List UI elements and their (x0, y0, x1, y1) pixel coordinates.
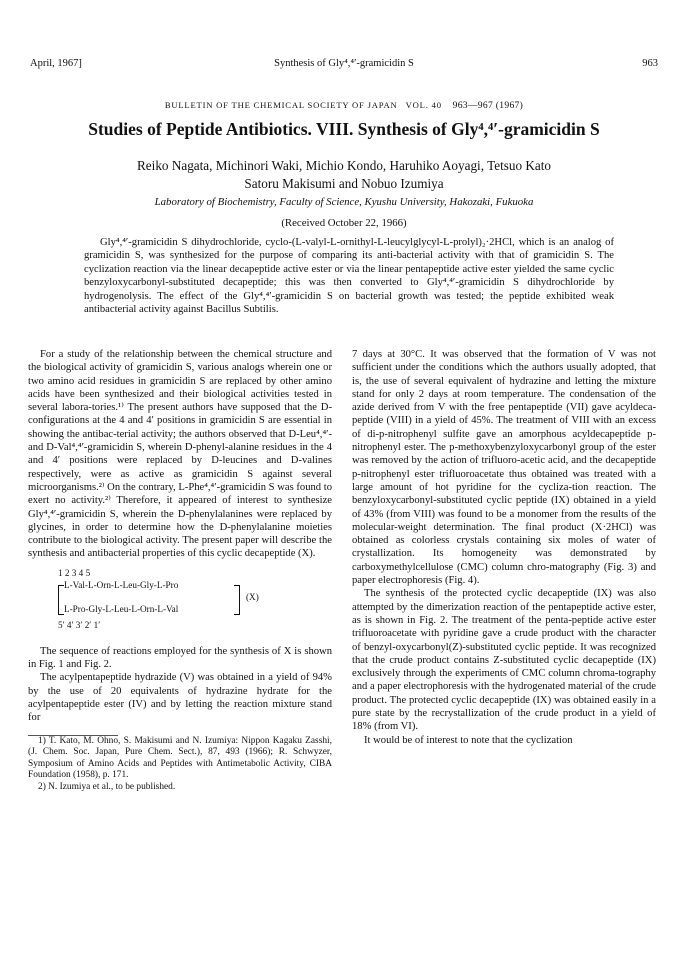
running-head (30, 58, 658, 72)
compound-label: (X) (246, 591, 259, 602)
received-date: (Received October 22, 1966) (281, 217, 407, 229)
paragraph: The acylpentapeptide hydrazide (V) was obtained in a yield of 94% by the use of 20 equivalents of hydrazine hydrate for the acylpentapeptide ester (IV) and by letting the reaction mixture stand for (28, 672, 332, 724)
sequence-bottom: L-Pro-Gly-L-Leu-L-Orn-L-Val (64, 603, 179, 614)
affiliation: Laboratory of Biochemistry, Faculty of Science, Kyushu University, Hakozaki, Fukuoka (154, 196, 534, 208)
author-list (30, 157, 658, 193)
paragraph: The synthesis of the protected cyclic decapeptide (IX) was also attempted by the dimerization reaction of the pentapeptide active ester, as is shown in Fig. 2. The treatment of the penta-peptide active ester trifluoroacetate with pyridine gave a crude product with the character of benzyl-oxycarbonyl(Z)-substituted cyclic peptide. It was recognized that the crude product contains Z-substituted cyclic decapeptide (IX) exclusively through the experiments of CMC column chroma-tography and a paper electrophoresis with the hydrogenated material of the crude product. The protected cyclic decapeptide (IX) was obtained easily in a pure state by the recrystallization of the crude product in a yield of 18% (from VI). (352, 588, 656, 733)
paragraph: It would be of interest to note that the cyclization (364, 734, 573, 746)
structure-formula (58, 567, 332, 635)
author-line-2: Satoru Makisumi and Nobuo Izumiya (244, 176, 444, 191)
journal-pages: 963—967 (1967) (452, 100, 524, 111)
paper-title: Studies of Peptide Antibiotics. VIII. Synthesis of Gly⁴,⁴′-gramicidin S (88, 119, 600, 139)
footnote-1: 1) T. Kato, M. Ohno, S. Makisumi and N. Izumiya: Nippon Kagaku Zasshi, (J. Chem. Soc. Japan, Pure Chem. Sect.), 87, 493 (1966); R. Schwyzer, Symposium of Amino Acids and Peptides with Antimetabolic Activity, CIBA Foundation (1958), p. 171. (28, 735, 332, 781)
residue-numbers-top: 1 2 3 4 5 (58, 567, 91, 578)
bracket-right (234, 585, 240, 615)
footnote-2: 2) N. Izumiya et al., to be published. (38, 781, 176, 792)
abstract (84, 236, 614, 316)
journal-line (60, 100, 628, 111)
running-head-title: Synthesis of Gly⁴,⁴′-gramicidin S (274, 58, 414, 69)
abstract-text: Gly⁴,⁴′-gramicidin S dihydrochloride, cyclo-(L-valyl-L-ornithyl-L-leucylglycyl-L-prolyl)₂·2HCl, which is an analog of gramicidin S, was synthesized for the purpose of comparing its anti-bacterial activity with that of gramicidin S. The cyclization reaction via the linear decapeptide active ester or via the linear pentapeptide active ester yielded the same cyclic benzyloxycarbonyl-substituted decapeptide; this was then converted to Gly⁴,⁴′-gramicidin S dihydrochloride by hydrogenolysis. The effect of the Gly⁴,⁴′-gramicidin S on bacterial growth was tested; the peptide exhibited weak antibacterial activity against Bacillus Subtilis. (84, 237, 614, 316)
right-column (352, 348, 656, 747)
sequence-top: L-Val-L-Orn-L-Leu-Gly-L-Pro (64, 579, 179, 590)
author-line-1: Reiko Nagata, Michinori Waki, Michio Kondo, Haruhiko Aoyagi, Tetsuo Kato (137, 158, 551, 173)
left-column (28, 348, 332, 794)
running-head-date: April, 1967] (30, 58, 82, 69)
paragraph: The sequence of reactions employed for the synthesis of X is shown in Fig. 1 and Fig. 2. (28, 645, 332, 671)
page-number: 963 (642, 58, 658, 69)
paragraph: For a study of the relationship between the chemical structure and the biological activity of gramicidin S, various analogs wherein one or two amino acid residues in gramicidin S are replaced by other amino acids have been synthesized and their biological activities tested in several labora-tories.¹⁾ The present authors have supposed that the D-configurations at the 4 and 4′ positions in gramicidin S are essential in showing the antibac-terial activity; the authors observed that D-Leu⁴,⁴′- and D-Val⁴,⁴′-gramicidin S, wherein D-phenyl-alanine residues in the 4 and 4′ positions were replaced by D-leucines and D-valines respectively, were as active as gramicidin S against several microorganisms.²⁾ On the contrary, L-Phe⁴,⁴′-gramicidin S was found to exert no activity.²⁾ Therefore, it appeared of interest to synthesize Gly⁴,⁴′-gramicidin S, wherein the D-phenylalanines were replaced by glycines, in order to determine how the D-phenylalanine moieties contribute to the biological activity. The present paper will describe the synthesis and antibacterial properties of this cyclic decapeptide (X). (28, 349, 332, 560)
footnotes (28, 736, 332, 794)
residue-numbers-bottom: 5′ 4′ 3′ 2′ 1′ (58, 619, 101, 630)
paragraph: 7 days at 30°C. It was observed that the formation of V was not sufficient under the conditions which the authors usually adopted, that is, the use of several equivalent of hydrazine and letting the mixture stand for only 2 days at room temperature. The condensation of the azide derived from V with the free pentapeptide (VII) gave acyldeca-peptide (VIII) in a yield of 45%. The treatment of VIII with an excess of di-p-nitrophenyl sulfite gave an amorphous acyldecapeptide p-nitrophenyl ester. The p-methoxybenzyloxycarbonyl group of the ester was removed by the action of trifluoro-acetic acid, and the decapeptide p-nitrophenyl ester trifluoroacetate thus obtained was treated with a large amount of hot pyridine for the cycliza-tion reaction. The benzyloxycarbonyl-substituted cyclic peptide (IX) obtained in a yield of 43% (from VIII) was found to be a monomer from the results of the molecular-weight determination. The final product (X·2HCl) was obtained as colorless crystals containing six moles of water of crystallization. Its homogeneity was demonstrated by carboxymethylcellulose (CMC) column chro-matography (Fig. 3) and paper electrophoresis (Fig. 4). (352, 349, 656, 587)
journal-volume: VOL. 40 (405, 100, 442, 110)
journal-name: BULLETIN OF THE CHEMICAL SOCIETY OF JAPAN (164, 100, 398, 110)
